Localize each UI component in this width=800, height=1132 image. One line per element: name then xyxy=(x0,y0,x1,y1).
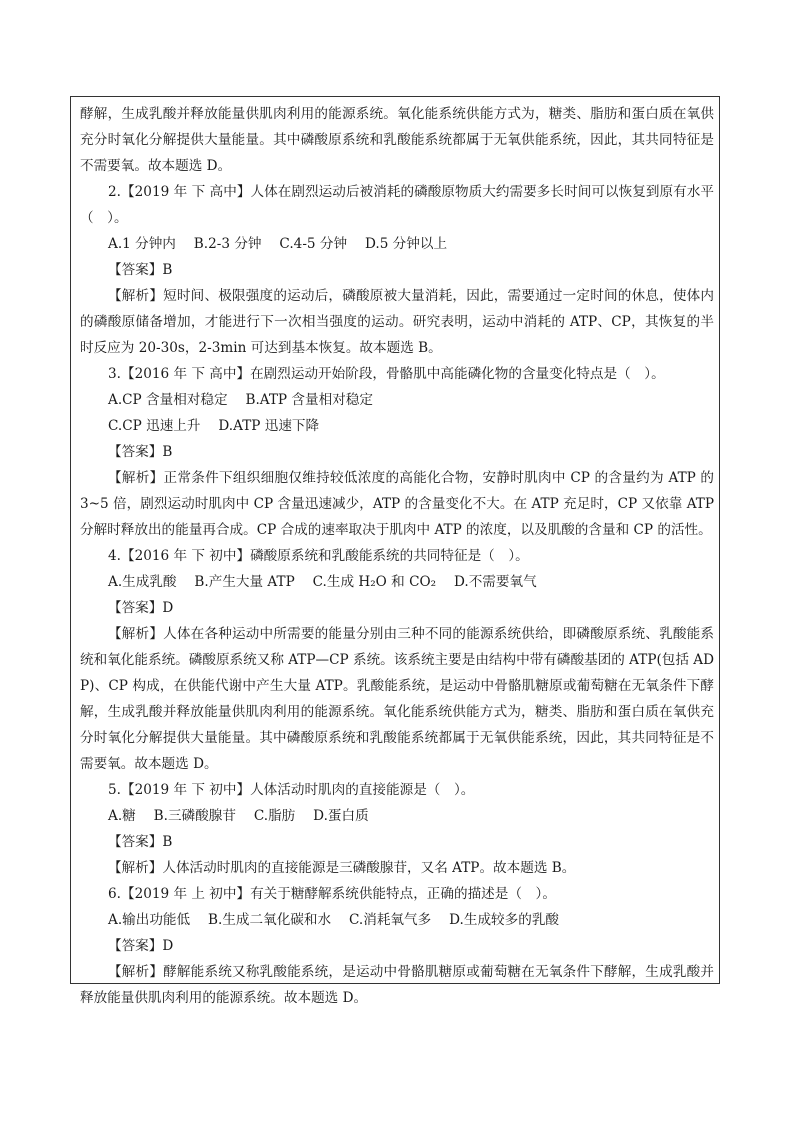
question-2-analysis: 【解析】短时间、极限强度的运动后，磷酸原被大量消耗，因此，需要通过一定时间的休息，使体内的磷酸原储备增加，才能进行下一次相当强度的运动。研究表明，运动中消耗的 ATP、CP，其恢复的半时反应为 20-30s，2-3min 可达到基本恢复。故本题选 B。 xyxy=(80,288,714,356)
question-6-analysis: 【解析】酵解能系统又称乳酸能系统，是运动中骨骼肌糖原或葡萄糖在无氧条件下酵解，生成乳酸并释放能量供肌肉利用的能源系统。故本题选 D。 xyxy=(80,964,714,1006)
question-4: 4.【2016 年 下 初中】磷酸原系统和乳酸能系统的共同特征是（ ）。 xyxy=(108,548,529,564)
paragraph-continuation: 酵解，生成乳酸并释放能量供肌肉利用的能源系统。氧化能系统供能方式为，糖类、脂肪和蛋白质在氧供充分时氧化分解提供大量能量。其中磷酸原系统和乳酸能系统都属于无氧供能系统，因此，其共同特征是不需要氧。故本题选 D。 xyxy=(80,106,714,174)
question-4-options: A.生成乳酸 B.产生大量 ATP C.生成 H₂O 和 CO₂ D.不需要氧气 xyxy=(108,574,537,590)
question-5-options: A.糖 B.三磷酸腺苷 C.脂肪 D.蛋白质 xyxy=(108,808,369,824)
question-2: 2.【2019 年 下 高中】人体在剧烈运动后被消耗的磷酸原物质大约需要多长时间可以恢复到原有水平（ ）。 xyxy=(80,184,714,226)
question-3-options-ab: A.CP 含量相对稳定 B.ATP 含量相对稳定 xyxy=(108,392,373,408)
question-4-answer: 【答案】D xyxy=(108,600,174,616)
question-5: 5.【2019 年 下 初中】人体活动时肌肉的直接能源是（ ）。 xyxy=(108,782,475,798)
question-6: 6.【2019 年 上 初中】有关于糖酵解系统供能特点，正确的描述是（ ）。 xyxy=(108,886,556,902)
question-4-analysis: 【解析】人体在各种运动中所需要的能量分别由三种不同的能源系统供给，即磷酸原系统、乳酸能系统和氧化能系统。磷酸原系统又称 ATP—CP 系统。该系统主要是由结构中带有磷酸基团的 ATP(包括 ADP)、CP 构成，在供能代谢中产生大量 ATP。乳酸能系统，是运动中骨骼肌糖原或葡萄糖在无氧条件下酵解，生成乳酸并释放能量供肌肉利用的能源系统。氧化能系统供能方式为，糖类、脂肪和蛋白质在氧供充分时氧化分解提供大量能量。其中磷酸原系统和乳酸能系统都属于无氧供能系统，因此，其共同特征是不需要氧。故本题选 D。 xyxy=(80,626,714,772)
question-6-options: A.输出功能低 B.生成二氧化碳和水 C.消耗氧气多 D.生成较多的乳酸 xyxy=(108,912,560,928)
question-3-options-cd: C.CP 迅速上升 D.ATP 迅速下降 xyxy=(108,418,320,434)
document-body xyxy=(80,101,714,1011)
question-3-analysis: 【解析】正常条件下组织细胞仅维持较低浓度的高能化合物，安静时肌肉中 CP 的含量约为 ATP 的 3~5 倍，剧烈运动时肌肉中 CP 含量迅速减少，ATP 的含量变化不大。在 ATP 充足时，CP 又依靠 ATP 分解时释放出的能量再合成。CP 合成的速率取决于肌肉中 ATP 的浓度，以及肌酸的含量和 CP 的活性。 xyxy=(80,470,714,538)
question-2-answer: 【答案】B xyxy=(108,262,173,278)
question-3: 3.【2016 年 下 高中】在剧烈运动开始阶段，骨骼肌中高能磷化物的含量变化特点是（ ）。 xyxy=(108,366,665,382)
question-6-answer: 【答案】D xyxy=(108,938,174,954)
question-3-answer: 【答案】B xyxy=(108,444,173,460)
question-2-options: A.1 分钟内 B.2-3 分钟 C.4-5 分钟 D.5 分钟以上 xyxy=(108,236,448,252)
question-5-answer: 【答案】B xyxy=(108,834,173,850)
question-5-analysis: 【解析】人体活动时肌肉的直接能源是三磷酸腺苷，又名 ATP。故本题选 B。 xyxy=(108,860,576,876)
